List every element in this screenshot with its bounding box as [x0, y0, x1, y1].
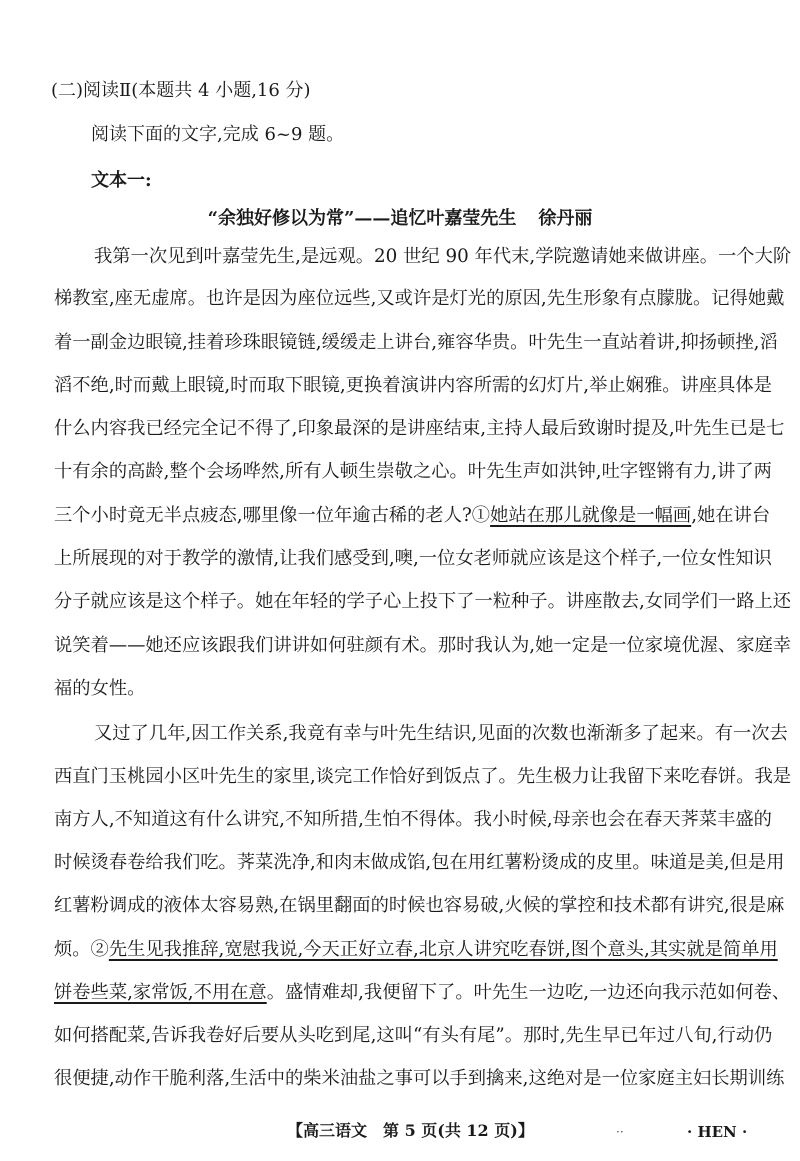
scan-marks: ·· [616, 1125, 624, 1139]
paragraph-1-line-11: 福的女性。 [54, 678, 146, 699]
article-author: 徐丹丽 [538, 208, 593, 229]
paragraph-2-line-4: 时候烫春卷给我们吃。荠菜洗净,和肉末做成馅,包在用红薯粉烫成的皮里。味道是美,但是用 [54, 852, 785, 873]
underlined-sentence-2: 先生见我推辞,宽慰我说,今天正好立春,北京人讲究吃春饼,图个意头,其实就是简单用 [108, 939, 778, 960]
paragraph-1-line-9: 分子就应该是这个样子。她在年轻的学子心上投下了一粒种子。讲座散去,女同学们一路上还 [54, 591, 792, 612]
article-title-text: “余独好修以为常”——追忆叶嘉莹先生 [207, 208, 517, 229]
paragraph-1-line-5: 什么内容我已经完全记不得了,印象最深的是讲座结束,主持人最后致谢时提及,叶先生已是七 [54, 418, 785, 439]
paragraph-1-line-10: 说笑着——她还应该跟我们讲讲如何驻颜有术。那时我认为,她一定是一位家境优渥、家庭幸 [54, 635, 792, 656]
underlined-sentence-1: 她站在那儿就像是一幅画 [490, 505, 692, 526]
paragraph-1-line-1: 我第一次见到叶嘉莹先生,是远观。20 世纪 90 年代末,学院邀请她来做讲座。一个大阶 [94, 246, 792, 267]
line-text: 。盛情难却,我便留下了。叶先生一边吃,一边还向我示范如何卷、 [266, 982, 791, 1003]
paragraph-2-line-3: 南方人,不知道这有什么讲究,不知所措,生怕不得体。我小时候,母亲也会在春天荠菜丰盛的 [54, 809, 772, 830]
paragraph-2-line-6 [54, 937, 778, 963]
paragraph-2-line-7 [54, 980, 791, 1006]
paragraph-2-line-2: 西直门玉桃园小区叶先生的家里,谈完工作恰好到饭点了。先生极力让我留下来吃春饼。我是 [54, 766, 792, 787]
paragraph-1-line-2: 梯教室,座无虚席。也许是因为座位远些,又或许是灯光的原因,先生形象有点朦胧。记得她戴 [54, 288, 785, 309]
article-title [0, 206, 800, 232]
paragraph-1-line-3: 着一副金边眼镜,挂着珍珠眼镜链,缓缓走上讲台,雍容华贵。叶先生一直站着讲,抑扬顿挫,滔 [54, 332, 778, 353]
paragraph-1-line-8: 上所展现的对于教学的激情,让我们感受到,噢,一位女老师就应该是这个样子,一位女性知识 [54, 548, 772, 569]
text-one-label: 文本一: [91, 170, 152, 191]
paragraph-2-line-1: 又过了几年,因工作关系,我竟有幸与叶先生结识,见面的次数也渐渐多了起来。有一次去 [94, 723, 788, 744]
section-heading: (二)阅读Ⅱ(本题共 4 小题,16 分) [51, 80, 311, 101]
underlined-sentence-2-cont: 饼卷些菜,家常饭,不用在意 [54, 982, 267, 1003]
paragraph-1-line-6: 十有余的高龄,整个会场哗然,所有人顿生崇敬之心。叶先生声如洪钟,吐字铿锵有力,讲了两 [54, 461, 772, 482]
page-footer: 【高三语文 第 5 页(共 12 页)】 [287, 1121, 534, 1140]
reading-instruction: 阅读下面的文字,完成 6~9 题。 [91, 124, 345, 145]
paragraph-1-line-4: 滔不绝,时而戴上眼镜,时而取下眼镜,更换着演讲内容所需的幻灯片,举止娴雅。讲座具体是 [54, 375, 772, 396]
exam-code: · HEN · [687, 1123, 748, 1141]
line-text: 烦。② [54, 939, 109, 960]
line-text: 三个小时竟无半点疲态,哪里像一位年逾古稀的老人?① [54, 505, 491, 526]
line-text: ,她在讲台 [691, 505, 771, 526]
paragraph-2-line-8: 如何搭配菜,告诉我卷好后要从头吃到尾,这叫“有头有尾”。那时,先生早已年过八旬,行动仍 [54, 1025, 773, 1046]
paragraph-1-line-7 [54, 503, 771, 529]
paragraph-2-line-5: 红薯粉调成的液体太容易熟,在锅里翻面的时候也容易破,火候的掌控和技术都有讲究,很是麻 [54, 895, 785, 916]
paragraph-2-line-9: 很便捷,动作干脆利落,生活中的柴米油盐之事可以手到擒来,这绝对是一位家庭主妇长期训练 [54, 1068, 785, 1089]
